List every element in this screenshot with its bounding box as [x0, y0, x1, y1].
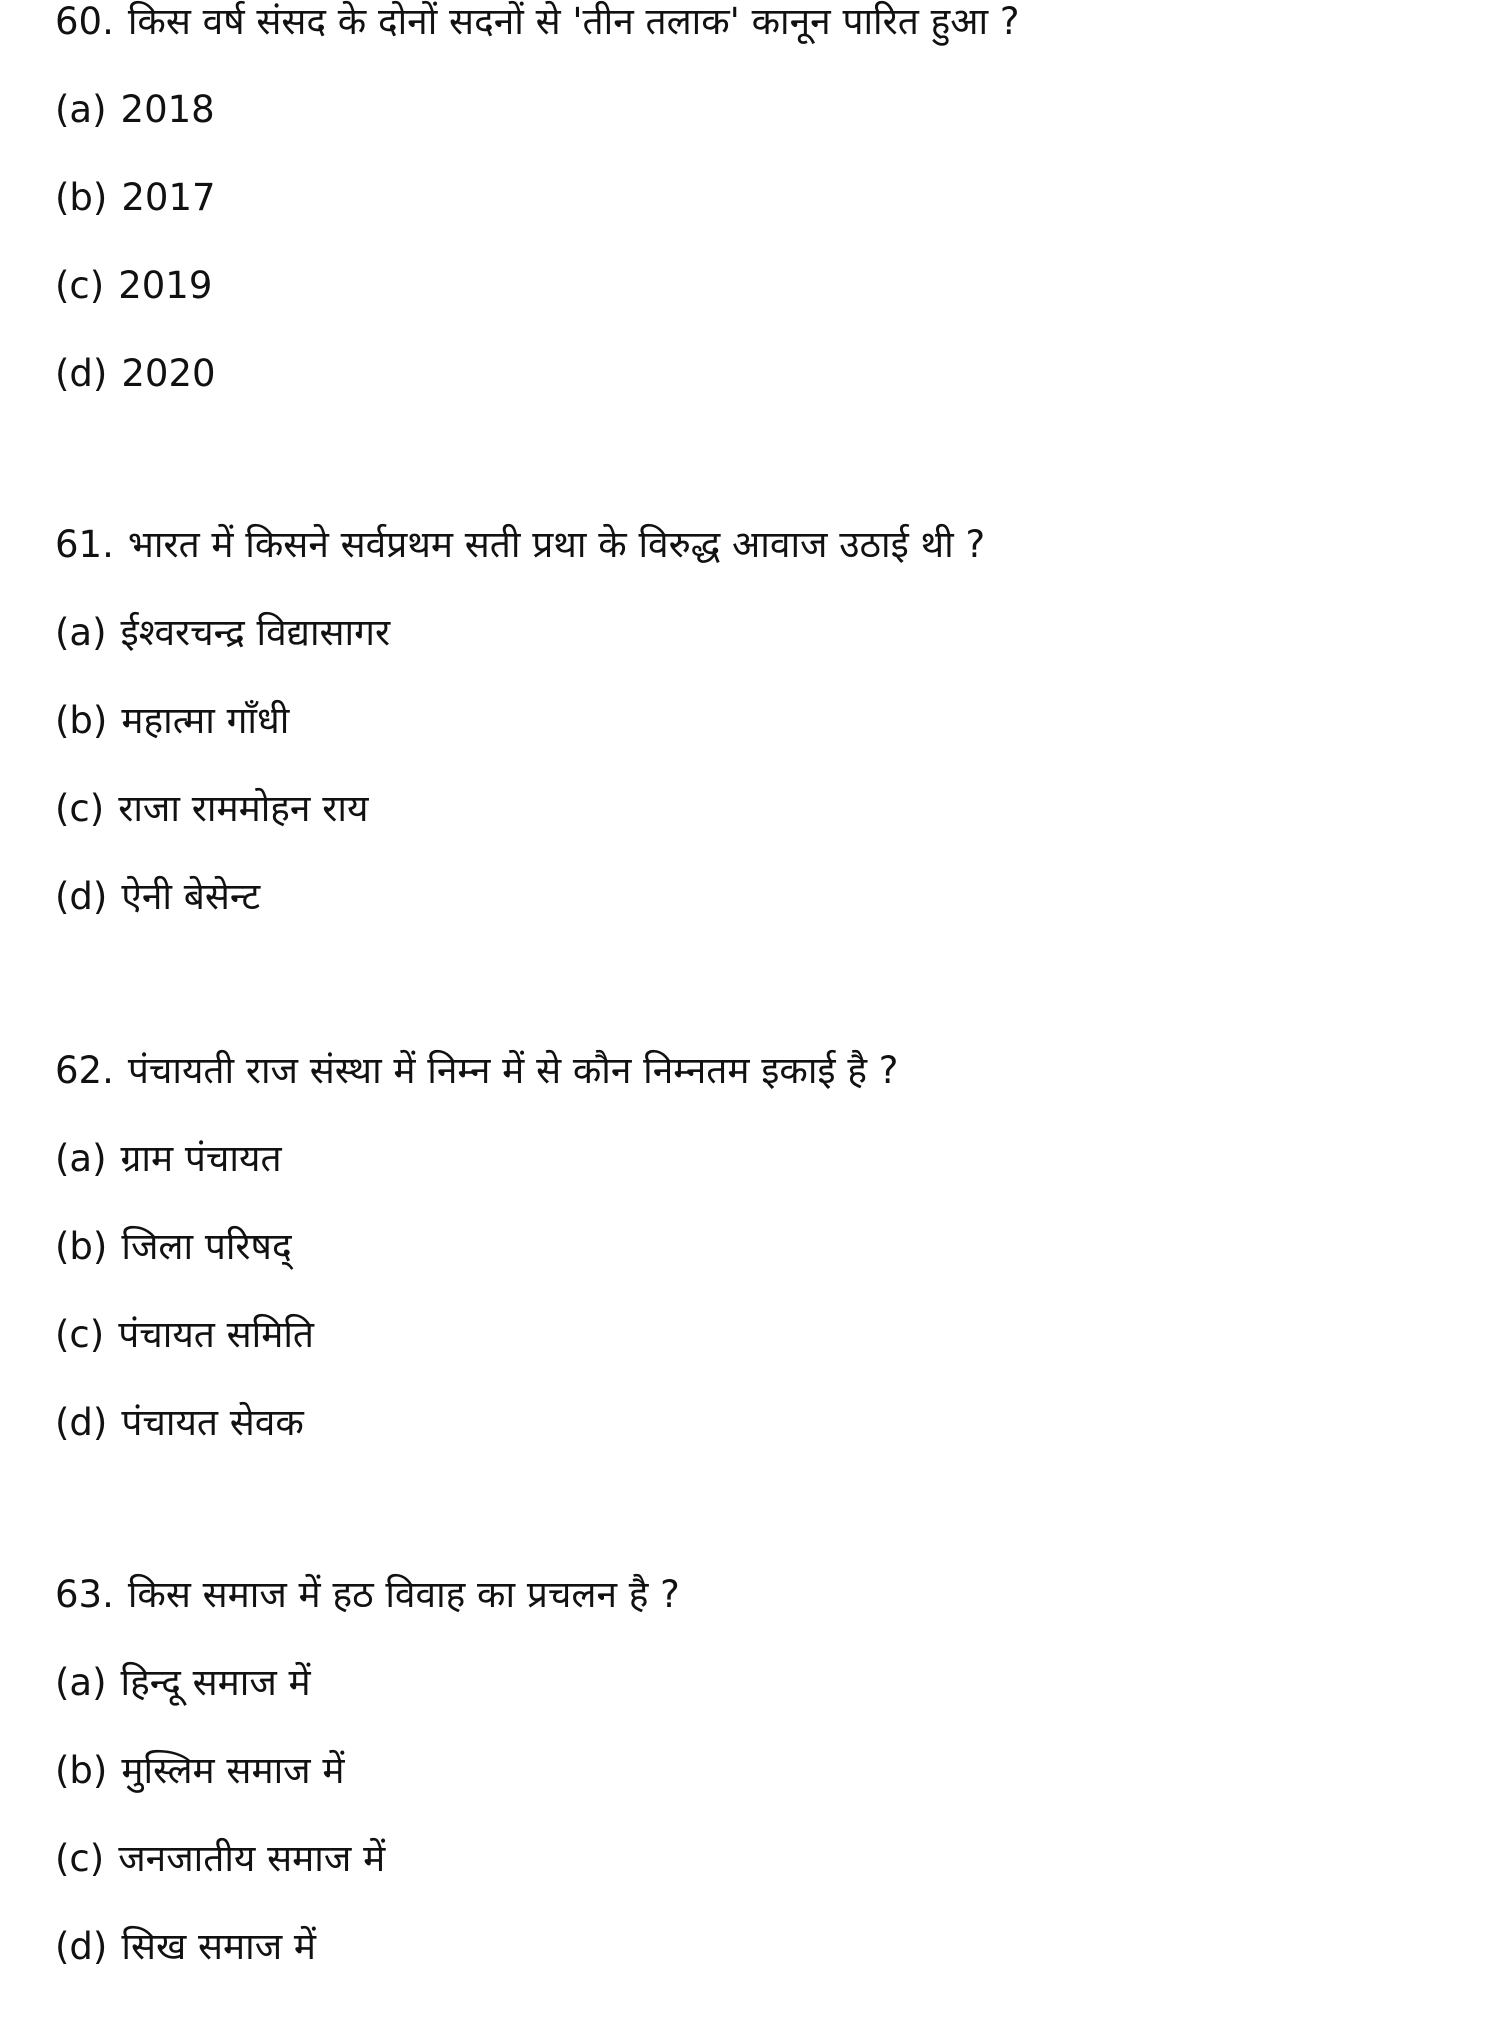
question-number: 61. [55, 523, 114, 566]
option-b [55, 1225, 1475, 1269]
question-text-row [55, 1573, 1475, 1617]
option-text: ऐनी बेसेन्ट [121, 875, 261, 918]
option-label: (a) [55, 1137, 107, 1180]
question-text-row [55, 0, 1475, 44]
option-text: 2018 [120, 88, 215, 131]
question-number: 62. [55, 1049, 114, 1092]
option-a [55, 611, 1475, 655]
document-page [55, 0, 1475, 2034]
option-text: जिला परिषद् [121, 1225, 292, 1268]
question-number: 60. [55, 0, 114, 43]
option-label: (d) [55, 1925, 108, 1968]
question-62 [55, 1049, 1475, 1445]
option-c [55, 1313, 1475, 1357]
option-label: (b) [55, 1749, 108, 1792]
option-label: (a) [55, 611, 107, 654]
option-text: पंचायत सेवक [121, 1401, 304, 1444]
option-text: ग्राम पंचायत [120, 1137, 282, 1180]
option-text: 2017 [121, 176, 216, 219]
option-label: (c) [55, 787, 105, 830]
option-b [55, 699, 1475, 743]
question-text: किस समाज में हठ विवाह का प्रचलन है ? [127, 1573, 680, 1616]
option-text: हिन्दू समाज में [120, 1661, 311, 1704]
option-d [55, 352, 1475, 396]
question-60 [55, 0, 1475, 396]
option-text: 2020 [121, 352, 216, 395]
option-label: (a) [55, 88, 107, 131]
question-text: भारत में किसने सर्वप्रथम सती प्रथा के विरुद्ध आवाज उठाई थी ? [127, 523, 986, 566]
option-text: जनजातीय समाज में [118, 1837, 386, 1880]
option-label: (c) [55, 264, 105, 307]
option-label: (d) [55, 875, 108, 918]
option-label: (b) [55, 699, 108, 742]
option-text: पंचायत समिति [118, 1313, 315, 1356]
question-text-row [55, 1049, 1475, 1093]
option-d [55, 1401, 1475, 1445]
option-b [55, 176, 1475, 220]
option-label: (d) [55, 352, 108, 395]
option-a [55, 1661, 1475, 1705]
option-c [55, 787, 1475, 831]
option-label: (c) [55, 1313, 105, 1356]
question-text: किस वर्ष संसद के दोनों सदनों से 'तीन तलाक' कानून पारित हुआ ? [127, 0, 1020, 43]
option-d [55, 875, 1475, 919]
option-c [55, 1837, 1475, 1881]
option-c [55, 264, 1475, 308]
option-text: महात्मा गाँधी [121, 699, 290, 742]
option-text: मुस्लिम समाज में [121, 1749, 345, 1792]
option-b [55, 1749, 1475, 1793]
option-text: ईश्वरचन्द्र विद्यासागर [120, 611, 391, 654]
question-61 [55, 523, 1475, 919]
question-63 [55, 1573, 1475, 1969]
option-a [55, 88, 1475, 132]
option-label: (c) [55, 1837, 105, 1880]
option-label: (d) [55, 1401, 108, 1444]
question-number: 63. [55, 1573, 114, 1616]
option-a [55, 1137, 1475, 1181]
option-label: (b) [55, 1225, 108, 1268]
option-text: 2019 [118, 264, 213, 307]
option-d [55, 1925, 1475, 1969]
option-label: (a) [55, 1661, 107, 1704]
option-text: राजा राममोहन राय [118, 787, 369, 830]
option-label: (b) [55, 176, 108, 219]
question-text: पंचायती राज संस्था में निम्न में से कौन निम्नतम इकाई है ? [127, 1049, 899, 1092]
question-text-row [55, 523, 1475, 567]
option-text: सिख समाज में [121, 1925, 317, 1968]
